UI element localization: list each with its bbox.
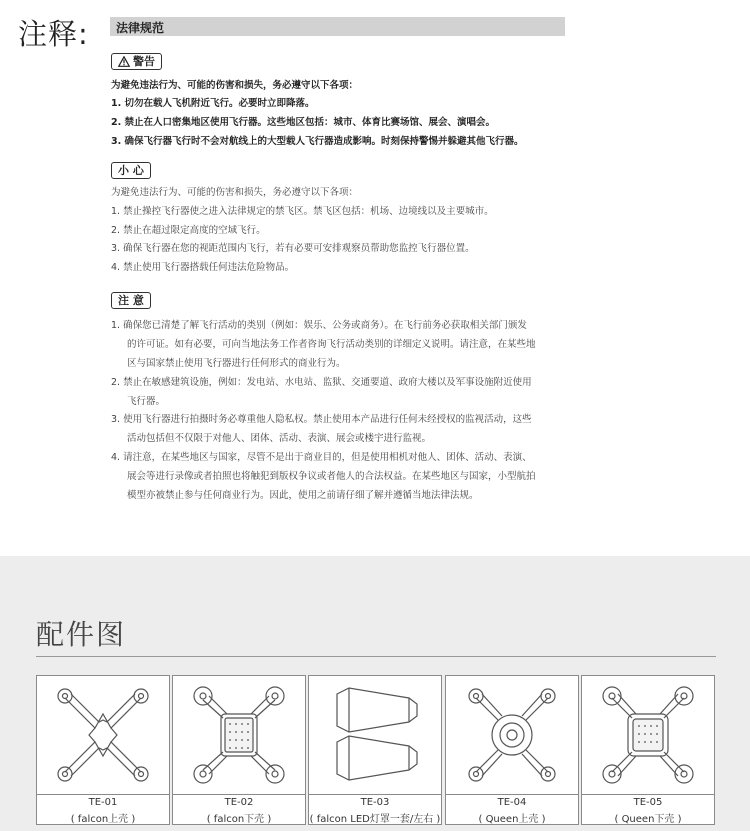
warning-item: 2. 禁止在人口密集地区使用飞行器。这些地区包括：城市、体育比赛场馆、展会、演唱会。 [111, 117, 496, 128]
accessory-code: TE-02 [224, 797, 254, 808]
card-divider [37, 794, 169, 795]
warning-triangle-icon [118, 56, 130, 67]
accessory-card-te05[interactable] [581, 675, 715, 825]
accessory-card-te02[interactable] [172, 675, 306, 825]
warning-item: 3. 确保飞行器飞行时不会对航线上的大型载人飞行器造成影响。时刻保持警惕并躲避其他飞行器。 [111, 136, 524, 147]
accessories-divider [36, 656, 716, 657]
notice-tag-label: 注 意 [118, 293, 144, 307]
notice-line: 1. 确保您已清楚了解飞行活动的类别（例如：娱乐、公务或商务）。在飞行前务必获取相关部门颁发 [111, 320, 527, 331]
notice-line: 模型亦被禁止参与任何商业行为。因此，使用之前请仔细了解并遵循当地法律法规。 [127, 490, 479, 501]
caution-item: 2. 禁止在超过限定高度的空域飞行。 [111, 225, 266, 236]
notice-tag [111, 292, 151, 309]
caution-tag-label: 小 心 [118, 163, 144, 177]
caution-item: 4. 禁止使用飞行器搭载任何违法危险物品。 [111, 262, 295, 273]
notice-line: 的许可证。如有必要，可向当地法务工作者咨询飞行活动类别的详细定义说明。请注意，在某些地 [127, 339, 536, 350]
accessories-title: 配件图 [36, 618, 127, 651]
notice-line: 区与国家禁止使用飞行器进行任何形式的商业行为。 [127, 358, 346, 369]
caution-item: 3. 确保飞行器在您的视距范围内飞行，若有必要可安排观察员帮助您监控飞行器位置。 [111, 243, 475, 254]
queen-bottom-shell-icon [582, 676, 714, 794]
accessory-card-te01[interactable] [36, 675, 170, 825]
card-divider [309, 794, 441, 795]
queen-top-shell-icon [446, 676, 578, 794]
caution-intro: 为避免违法行为、可能的伤害和损失，务必遵守以下各项： [111, 187, 359, 198]
accessory-name: ( Queen下壳 ) [614, 814, 682, 825]
accessory-code: TE-05 [633, 797, 663, 808]
notice-line: 3. 使用飞行器进行拍摄时务必尊重他人隐私权。禁止使用本产品进行任何未经授权的监视活动，这些 [111, 414, 532, 425]
notice-line: 2. 禁止在敏感建筑设施，例如：发电站、水电站、监狱、交通要道、政府大楼以及军事设施附近使用 [111, 377, 532, 388]
warning-tag [111, 53, 162, 70]
caution-item: 1. 禁止操控飞行器使之进入法律规定的禁飞区。禁飞区包括：机场、边境线以及主要城市。 [111, 206, 494, 217]
notice-line: 展会等进行录像或者拍照也将触犯到版权争议或者他人的合法权益。在某些地区与国家，小型航拍 [127, 471, 536, 482]
warning-item: 1. 切勿在载人飞机附近飞行。必要时立即降落。 [111, 98, 315, 109]
accessory-name: ( Queen上壳 ) [478, 814, 546, 825]
accessory-card-te04[interactable] [445, 675, 579, 825]
section-title-bar [110, 17, 565, 36]
notice-line: 4. 请注意，在某些地区与国家，尽管不是出于商业目的，但是使用相机对他人、团体、活动、表演、 [111, 452, 532, 463]
accessory-card-te03[interactable] [308, 675, 442, 825]
card-divider [446, 794, 578, 795]
accessory-name: ( falcon LED灯罩一套/左右 ) [309, 814, 441, 825]
accessory-name: ( falcon上壳 ) [70, 814, 136, 825]
caution-tag [111, 162, 151, 179]
notice-line: 活动包括但不仅限于对他人、团体、活动、表演、展会或楼宇进行监视。 [127, 433, 432, 444]
bottom-shell-x-frame-icon [173, 676, 305, 794]
card-divider [582, 794, 714, 795]
notes-heading: 注释: [18, 17, 89, 51]
warning-tag-label: 警告 [133, 54, 155, 68]
accessory-code: TE-04 [497, 797, 527, 808]
accessory-code: TE-01 [88, 797, 118, 808]
notice-line: 飞行器。 [127, 396, 166, 407]
card-divider [173, 794, 305, 795]
led-cover-pair-icon [309, 676, 441, 794]
accessory-code: TE-03 [360, 797, 390, 808]
section-title: 法律规范 [116, 21, 165, 35]
top-shell-x-frame-icon [37, 676, 169, 794]
warning-intro: 为避免违法行为、可能的伤害和损失，务必遵守以下各项： [111, 80, 359, 91]
accessory-name: ( falcon下壳 ) [206, 814, 272, 825]
